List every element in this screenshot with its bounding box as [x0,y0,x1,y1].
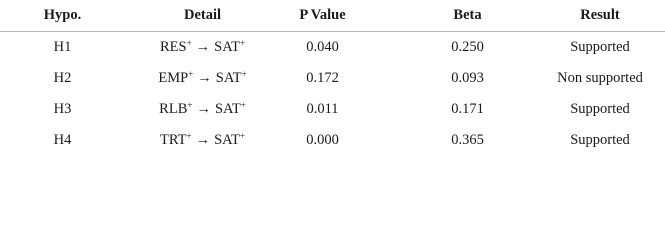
relationship-to: SAT [215,70,242,86]
header-hypothesis: Hypo. [43,7,82,23]
relationship-to: SAT [214,132,240,148]
arrow-right-icon: → [195,132,211,148]
relationship-from: EMP [158,70,189,86]
header-beta: Beta [453,7,482,23]
header-detail: Detail [183,7,222,23]
p-value-cell: 0.000 [306,132,339,148]
p-value-cell: 0.011 [306,101,339,117]
p-value-cell: 0.040 [306,39,339,55]
table-header-row [0,0,665,32]
table-row [0,63,665,94]
relationship-from: RES [159,39,187,55]
result-cell: Non supported [557,70,643,86]
hypothesis-cell: H4 [53,132,72,148]
relationship-from-sign: + [186,38,192,48]
table-row [0,125,665,156]
relationship-from-sign: + [187,100,193,110]
p-value-cell: 0.172 [306,70,339,86]
result-cell: Supported [570,39,630,55]
relationship-to: SAT [214,39,240,55]
arrow-right-icon: → [195,39,211,55]
relationship-to: SAT [214,101,241,117]
result-cell: Supported [570,101,630,117]
hypothesis-cell: H2 [53,70,72,86]
arrow-right-icon: → [196,101,211,117]
table-row [0,94,665,125]
beta-cell: 0.093 [451,70,484,86]
beta-cell: 0.365 [451,132,484,148]
relationship-to-sign: + [241,69,247,79]
header-result: Result [580,7,620,23]
relationship-from-sign: + [186,131,192,141]
hypothesis-cell: H1 [53,39,72,55]
beta-cell: 0.171 [451,101,484,117]
table-row [0,32,665,63]
relationship-from-sign: + [188,69,194,79]
relationship-from: TRT [160,132,187,148]
beta-cell: 0.250 [451,39,484,55]
result-cell: Supported [570,132,630,148]
arrow-right-icon: → [197,70,212,86]
header-p-value: P Value [299,7,346,23]
relationship-to-sign: + [239,131,245,141]
hypothesis-cell: H3 [53,101,72,117]
relationship-to-sign: + [239,38,246,48]
relationship-from: RLB [159,101,188,117]
relationship-to-sign: + [240,100,246,110]
